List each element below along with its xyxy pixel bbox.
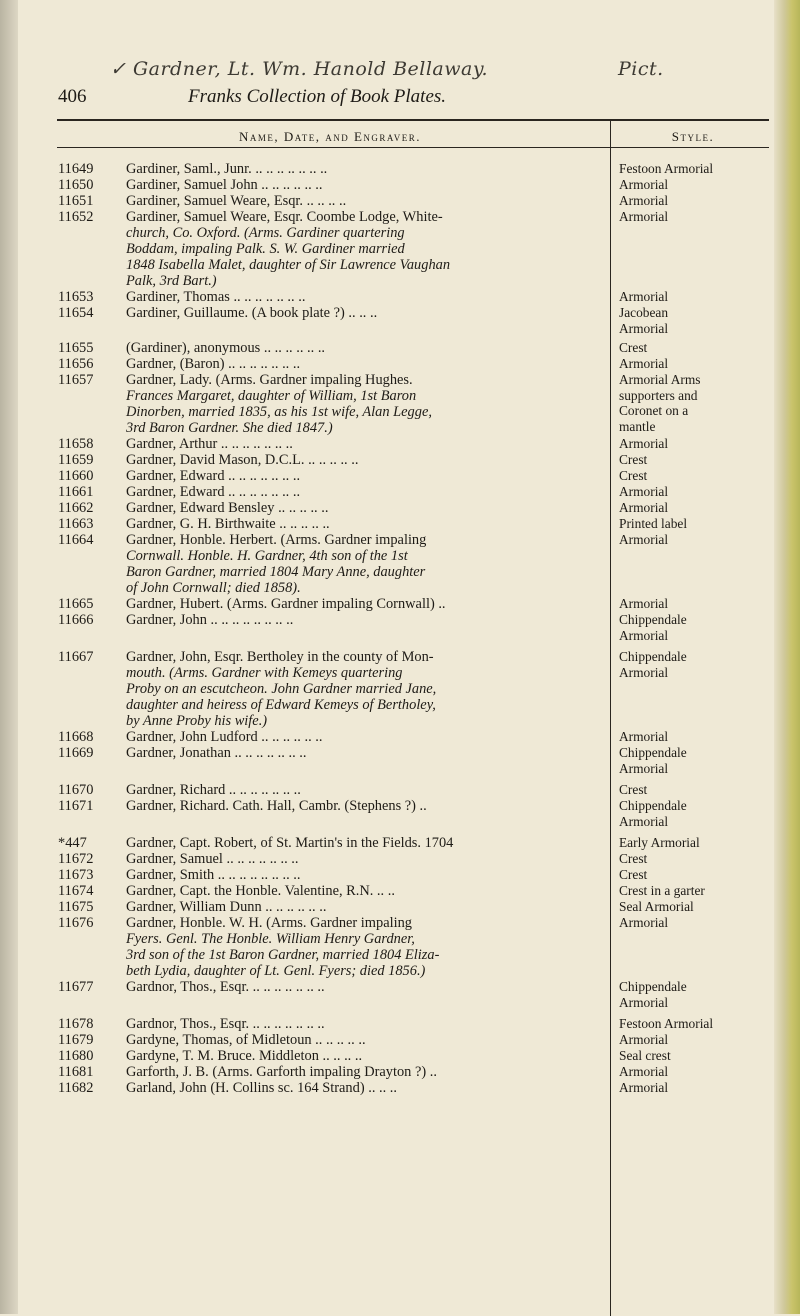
- entry-description: [126, 1016, 601, 1032]
- entry-description: [126, 356, 601, 372]
- entry-description-line: Gardner, Capt. the Honble. Valentine, R.N. .. ..: [126, 883, 395, 899]
- entry-description-line: by Anne Proby his wife.): [126, 713, 268, 729]
- entry-style-line: supporters and: [619, 387, 698, 403]
- entry-description: [126, 516, 601, 532]
- entry-style-line: mantle: [619, 418, 656, 434]
- top-rule: [57, 119, 769, 121]
- entry-description-line: Gardner, Edward .. .. .. .. .. .. ..: [126, 468, 301, 484]
- entry-description-line: mouth. (Arms. Gardner with Kemeys quartering: [126, 665, 403, 681]
- entry-description-line: Garforth, J. B. (Arms. Garforth impaling Drayton ?) ..: [126, 1064, 437, 1080]
- entry-description-line: Gardner, Smith .. .. .. .. .. .. .. ..: [126, 867, 301, 883]
- entry-description-line: Gardner, David Mason, D.C.L. .. .. .. .. ..: [126, 452, 359, 468]
- entry-number: *447: [58, 835, 87, 851]
- entry-description-line: daughter and heiress of Edward Kemeys of Bertholey,: [126, 697, 436, 713]
- entry-description-line: Cornwall. Honble. H. Gardner, 4th son of the 1st: [126, 548, 408, 564]
- entry-description: [126, 851, 601, 867]
- entry-style-line: Chippendale: [619, 745, 687, 760]
- entry-style-line: Armorial: [619, 627, 669, 643]
- entry-description-line: Gardiner, Samuel Weare, Esqr. .. .. .. ..: [126, 193, 347, 209]
- entry-number: 11666: [58, 612, 94, 628]
- entry-description: [126, 484, 601, 500]
- entry-number: 11659: [58, 452, 94, 468]
- entry-style-line: Festoon Armorial: [619, 1016, 714, 1031]
- entry-description: [126, 649, 601, 729]
- entry-style-line: Crest: [619, 340, 648, 355]
- entry-number: 11651: [58, 193, 94, 209]
- entry-style: [619, 372, 779, 434]
- entry-style-line: Armorial Arms: [619, 372, 701, 387]
- entry-style-line: Armorial: [619, 436, 669, 451]
- entry-style-line: Armorial: [619, 1080, 669, 1095]
- entry-description-line: Gardner, Capt. Robert, of St. Martin's in the Fields. 1704: [126, 835, 454, 851]
- page-number: 406: [58, 86, 87, 107]
- entry-style-line: Crest: [619, 782, 648, 797]
- entry-description-line: Gardner, Honble. W. H. (Arms. Gardner impaling: [126, 915, 412, 931]
- entry-style-line: Jacobean: [619, 305, 669, 320]
- entry-style: [619, 612, 779, 643]
- entry-style-line: Crest: [619, 851, 648, 866]
- entry-description-line: Gardiner, Samuel John .. .. .. .. .. ..: [126, 177, 323, 193]
- entry-description-line: 3rd son of the 1st Baron Gardner, married 1804 Eliza-: [126, 947, 440, 963]
- entry-description-line: Dinorben, married 1835, as his 1st wife, Alan Legge,: [126, 404, 432, 420]
- entry-description: [126, 1032, 601, 1048]
- entry-style-line: Armorial: [619, 915, 669, 930]
- entry-style: [619, 596, 779, 612]
- entry-number: 11654: [58, 305, 94, 321]
- entry-description-line: Boddam, impaling Palk. S. W. Gardiner married: [126, 241, 405, 257]
- entry-description-line: Frances Margaret, daughter of William, 1st Baron: [126, 388, 417, 404]
- entry-style: [619, 193, 779, 209]
- entry-description: [126, 372, 601, 436]
- entry-description: [126, 835, 601, 851]
- entry-style-line: Festoon Armorial: [619, 161, 714, 176]
- entry-style-line: Chippendale: [619, 798, 687, 813]
- entry-style: [619, 979, 779, 1010]
- entry-description: [126, 883, 601, 899]
- entry-description: [126, 899, 601, 915]
- entry-number: 11658: [58, 436, 94, 452]
- entry-description: [126, 596, 601, 612]
- entry-description: [126, 612, 601, 628]
- entry-style-line: Chippendale: [619, 649, 687, 664]
- entry-style: [619, 649, 779, 680]
- column-divider: [610, 121, 611, 1316]
- entry-number: 11674: [58, 883, 94, 899]
- entry-style-line: Armorial: [619, 356, 669, 371]
- entry-style: [619, 500, 779, 516]
- entry-description: [126, 193, 601, 209]
- entry-style: [619, 340, 779, 356]
- entry-style-line: Chippendale: [619, 612, 687, 627]
- entry-style: [619, 851, 779, 867]
- entry-style: [619, 532, 779, 548]
- entry-description: [126, 1048, 601, 1064]
- entry-style: [619, 161, 779, 177]
- entry-style: [619, 516, 779, 532]
- header-rule: [57, 147, 769, 148]
- entry-description-line: Gardner, John Ludford .. .. .. .. .. ..: [126, 729, 323, 745]
- entry-number: 11668: [58, 729, 94, 745]
- entry-number: 11664: [58, 532, 94, 548]
- entry-description: [126, 532, 601, 596]
- entry-style-line: Armorial: [619, 484, 669, 499]
- entry-description-line: Gardner, John, Esqr. Bertholey in the county of Mon-: [126, 649, 434, 665]
- entry-description: [126, 1064, 601, 1080]
- entry-style: [619, 745, 779, 776]
- entry-description-line: Gardner, (Baron) .. .. .. .. .. .. ..: [126, 356, 301, 372]
- entry-description-line: Palk, 3rd Bart.): [126, 273, 217, 289]
- entry-description-line: Garland, John (H. Collins sc. 164 Strand) .. .. ..: [126, 1080, 397, 1096]
- entry-number: 11673: [58, 867, 94, 883]
- entry-description-line: Gardiner, Guillaume. (A book plate ?) .. .. ..: [126, 305, 378, 321]
- entry-description-line: Gardiner, Saml., Junr. .. .. .. .. .. .. ..: [126, 161, 328, 177]
- entry-number: 11661: [58, 484, 94, 500]
- entry-style: [619, 798, 779, 829]
- entry-description: [126, 1080, 601, 1096]
- entry-style-line: Armorial: [619, 193, 669, 208]
- column-header-name: Name, Date, and Engraver.: [238, 129, 422, 144]
- entry-style-line: Seal Armorial: [619, 899, 694, 914]
- entry-number: 11672: [58, 851, 94, 867]
- entry-number: 11655: [58, 340, 94, 356]
- entry-style-line: Armorial: [619, 532, 669, 547]
- entry-description-line: Gardner, G. H. Birthwaite .. .. .. .. ..: [126, 516, 330, 532]
- entry-style: [619, 209, 779, 225]
- entry-style: [619, 782, 779, 798]
- entry-style: [619, 484, 779, 500]
- handwritten-mark: Pict.: [618, 58, 664, 80]
- entry-description-line: Gardyne, Thomas, of Midletoun .. .. .. .. ..: [126, 1032, 366, 1048]
- entry-number: 11679: [58, 1032, 94, 1048]
- entry-description-line: 1848 Isabella Malet, daughter of Sir Lawrence Vaughan: [126, 257, 451, 273]
- entry-description: [126, 289, 601, 305]
- entry-style-line: Armorial: [619, 994, 669, 1010]
- entry-number: 11660: [58, 468, 94, 484]
- entry-description-line: Gardiner, Thomas .. .. .. .. .. .. ..: [126, 289, 306, 305]
- entry-description: [126, 979, 601, 995]
- entry-number: 11676: [58, 915, 94, 931]
- entry-style-line: Armorial: [619, 289, 669, 304]
- entry-style-line: Coronet on a: [619, 403, 689, 418]
- entry-description-line: 3rd Baron Gardner. She died 1847.): [126, 420, 333, 436]
- entry-style: [619, 356, 779, 372]
- entry-style: [619, 452, 779, 468]
- entry-number: 11653: [58, 289, 94, 305]
- entry-description-line: Gardnor, Thos., Esqr. .. .. .. .. .. .. ..: [126, 1016, 325, 1032]
- entry-description-line: Fyers. Genl. The Honble. William Henry Gardner,: [126, 931, 415, 947]
- running-title: Franks Collection of Book Plates.: [188, 86, 447, 107]
- entry-description: [126, 500, 601, 516]
- entry-style: [619, 177, 779, 193]
- entry-style-line: Crest: [619, 867, 648, 882]
- entry-description-line: beth Lydia, daughter of Lt. Genl. Fyers; died 1856.): [126, 963, 426, 979]
- entry-description-line: Gardiner, Samuel Weare, Esqr. Coombe Lodge, White-: [126, 209, 443, 225]
- entry-style: [619, 883, 779, 899]
- page-header: [58, 86, 758, 110]
- entry-description-line: Proby on an escutcheon. John Gardner married Jane,: [126, 681, 437, 697]
- entry-description-line: Gardner, Honble. Herbert. (Arms. Gardner impaling: [126, 532, 427, 548]
- entry-style-line: Armorial: [619, 209, 669, 224]
- entry-number: 11682: [58, 1080, 94, 1096]
- entry-style: [619, 468, 779, 484]
- entry-style-line: Armorial: [619, 1032, 669, 1047]
- entry-style-line: Armorial: [619, 320, 669, 336]
- entry-style-line: Armorial: [619, 664, 669, 680]
- column-header-style: Style.: [671, 129, 715, 144]
- entry-description: [126, 177, 601, 193]
- entry-style: [619, 305, 779, 336]
- entry-number: 11677: [58, 979, 94, 995]
- entry-style-line: Armorial: [619, 813, 669, 829]
- entry-style-line: Armorial: [619, 760, 669, 776]
- entry-style: [619, 436, 779, 452]
- entry-style-line: Armorial: [619, 596, 669, 611]
- entry-style-line: Chippendale: [619, 979, 687, 994]
- entry-description-line: Gardner, Richard .. .. .. .. .. .. ..: [126, 782, 301, 798]
- entry-style-line: Crest: [619, 452, 648, 467]
- entry-description: [126, 915, 601, 979]
- entry-description-line: Gardner, Edward Bensley .. .. .. .. ..: [126, 500, 329, 516]
- entry-description-line: of John Cornwall; died 1858).: [126, 580, 301, 596]
- entry-style: [619, 915, 779, 931]
- entry-style: [619, 1048, 779, 1064]
- entry-number: 11657: [58, 372, 94, 388]
- entry-style-line: Armorial: [619, 729, 669, 744]
- entry-number: 11678: [58, 1016, 94, 1032]
- entry-style: [619, 1032, 779, 1048]
- entry-description-line: Gardner, Edward .. .. .. .. .. .. ..: [126, 484, 301, 500]
- entry-style: [619, 835, 779, 851]
- entry-description-line: Gardner, Jonathan .. .. .. .. .. .. ..: [126, 745, 307, 761]
- entry-number: 11671: [58, 798, 94, 814]
- entry-description-line: Baron Gardner, married 1804 Mary Anne, daughter: [126, 564, 426, 580]
- entry-number: 11649: [58, 161, 94, 177]
- entry-description: [126, 436, 601, 452]
- entry-number: 11675: [58, 899, 94, 915]
- entry-number: 11652: [58, 209, 94, 225]
- entry-style-line: Crest in a garter: [619, 883, 705, 898]
- entry-description-line: (Gardiner), anonymous .. .. .. .. .. ..: [126, 340, 326, 356]
- entry-number: 11665: [58, 596, 94, 612]
- entry-number: 11650: [58, 177, 94, 193]
- entry-description: [126, 452, 601, 468]
- entry-number: 11656: [58, 356, 94, 372]
- entry-style-line: Printed label: [619, 516, 688, 531]
- entry-description-line: Gardner, William Dunn .. .. .. .. .. ..: [126, 899, 327, 915]
- entry-description: [126, 867, 601, 883]
- entry-description-line: Gardnor, Thos., Esqr. .. .. .. .. .. .. ..: [126, 979, 325, 995]
- entry-style-line: Armorial: [619, 177, 669, 192]
- entry-description: [126, 209, 601, 289]
- entry-style-line: Armorial: [619, 500, 669, 515]
- handwritten-note: [110, 58, 750, 80]
- entry-description: [126, 161, 601, 177]
- entry-style: [619, 289, 779, 305]
- entry-description: [126, 729, 601, 745]
- entry-style: [619, 729, 779, 745]
- entry-description: [126, 782, 601, 798]
- entry-number: 11662: [58, 500, 94, 516]
- entry-number: 11670: [58, 782, 94, 798]
- entry-description-line: Gardner, Samuel .. .. .. .. .. .. ..: [126, 851, 299, 867]
- entry-description: [126, 468, 601, 484]
- entry-description-line: Gardner, Lady. (Arms. Gardner impaling Hughes.: [126, 372, 413, 388]
- entry-style-line: Early Armorial: [619, 835, 700, 850]
- entry-number: 11667: [58, 649, 94, 665]
- entry-style: [619, 1064, 779, 1080]
- entry-number: 11669: [58, 745, 94, 761]
- entry-style-line: Armorial: [619, 1064, 669, 1079]
- handwritten-note-text: ✓ Gardner, Lt. Wm. Hanold Bellaway.: [110, 58, 489, 80]
- entry-description: [126, 305, 601, 321]
- entry-description: [126, 745, 601, 761]
- entry-number: 11680: [58, 1048, 94, 1064]
- entry-style: [619, 1080, 779, 1096]
- entry-description-line: church, Co. Oxford. (Arms. Gardiner quartering: [126, 225, 405, 241]
- entry-number: 11663: [58, 516, 94, 532]
- entry-style: [619, 899, 779, 915]
- entry-number: 11681: [58, 1064, 94, 1080]
- entry-style-line: Seal crest: [619, 1048, 671, 1063]
- entry-description: [126, 798, 601, 814]
- entry-style: [619, 867, 779, 883]
- entry-description-line: Gardner, John .. .. .. .. .. .. .. ..: [126, 612, 294, 628]
- entry-description: [126, 340, 601, 356]
- book-spine: [0, 0, 18, 1314]
- entry-description-line: Gardner, Hubert. (Arms. Gardner impaling Cornwall) ..: [126, 596, 446, 612]
- entry-description-line: Gardner, Arthur .. .. .. .. .. .. ..: [126, 436, 293, 452]
- entry-description-line: Gardyne, T. M. Bruce. Middleton .. .. .. ..: [126, 1048, 363, 1064]
- entry-description-line: Gardner, Richard. Cath. Hall, Cambr. (Stephens ?) ..: [126, 798, 427, 814]
- entry-style-line: Crest: [619, 468, 648, 483]
- entry-style: [619, 1016, 779, 1032]
